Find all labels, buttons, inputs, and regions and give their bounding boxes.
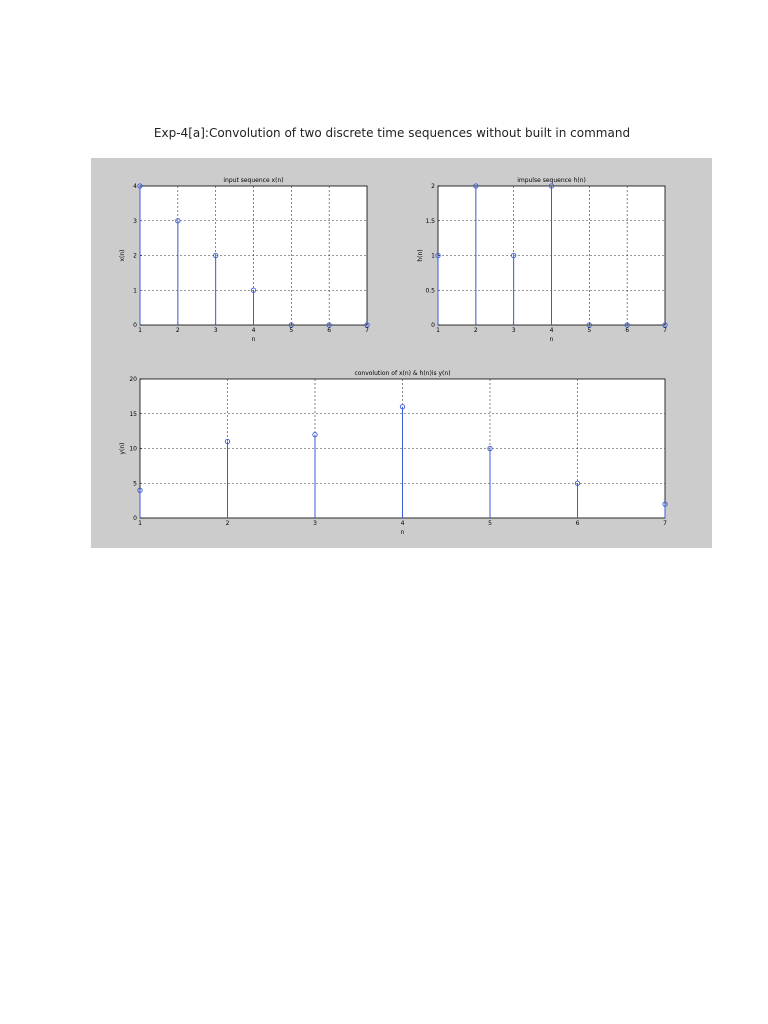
plot-3 bbox=[119, 370, 667, 536]
y-tick-label: 0 bbox=[431, 322, 435, 329]
y-tick-label: 1 bbox=[133, 287, 137, 295]
x-tick-label: 4 bbox=[549, 327, 554, 334]
y-tick-label: 1 bbox=[431, 252, 435, 260]
y-tick-label: 3 bbox=[133, 217, 137, 225]
matlab-figure bbox=[91, 158, 712, 548]
x-tick-label: 6 bbox=[625, 327, 630, 334]
x-tick-label: 7 bbox=[663, 327, 667, 334]
y-tick-label: 0 bbox=[133, 515, 137, 522]
x-tick-label: 1 bbox=[138, 520, 142, 527]
x-tick-label: 1 bbox=[138, 327, 142, 334]
y-tick-label: 2 bbox=[431, 183, 435, 190]
x-axis-label: n bbox=[251, 336, 256, 343]
x-tick-label: 7 bbox=[365, 327, 369, 334]
x-tick-label: 5 bbox=[289, 327, 294, 334]
x-tick-label: 5 bbox=[587, 327, 592, 334]
y-tick-label: 0.5 bbox=[425, 287, 435, 295]
y-tick-label: 5 bbox=[133, 480, 137, 488]
plot-1 bbox=[119, 177, 369, 343]
y-tick-label: 1.5 bbox=[425, 217, 435, 225]
x-tick-label: 4 bbox=[251, 327, 256, 334]
x-axis-label: n bbox=[400, 529, 405, 536]
y-axis-label: x(n) bbox=[119, 249, 126, 262]
x-tick-label: 3 bbox=[313, 520, 317, 527]
x-tick-label: 2 bbox=[473, 327, 478, 334]
y-axis-label: h(n) bbox=[417, 249, 424, 262]
x-tick-label: 3 bbox=[511, 327, 516, 334]
x-tick-label: 1 bbox=[436, 327, 440, 334]
plot-2 bbox=[417, 177, 667, 343]
y-tick-label: 2 bbox=[133, 252, 137, 260]
y-tick-label: 0 bbox=[133, 322, 137, 329]
plot-title: impulse sequence h(n) bbox=[517, 177, 586, 184]
y-tick-label: 15 bbox=[129, 410, 137, 418]
plot-title: input sequence x(n) bbox=[223, 177, 284, 184]
y-tick-label: 4 bbox=[133, 183, 137, 190]
x-tick-label: 2 bbox=[175, 327, 180, 334]
x-tick-label: 2 bbox=[225, 520, 230, 527]
x-axis-label: n bbox=[549, 336, 554, 343]
x-tick-label: 6 bbox=[327, 327, 332, 334]
y-tick-label: 20 bbox=[129, 376, 137, 383]
stem-plots bbox=[91, 158, 712, 548]
x-tick-label: 4 bbox=[400, 520, 405, 527]
x-tick-label: 7 bbox=[663, 520, 667, 527]
y-tick-label: 10 bbox=[129, 445, 137, 453]
y-axis-label: y(n) bbox=[119, 442, 126, 455]
x-tick-label: 5 bbox=[488, 520, 492, 527]
plot-title: convolution of x(n) & h(n)is y(n) bbox=[354, 370, 451, 377]
x-tick-label: 6 bbox=[575, 520, 580, 527]
x-tick-label: 3 bbox=[213, 327, 218, 334]
document-title: Exp-4[a]:Convolution of two discrete time sequences without built in command bbox=[153, 126, 631, 140]
